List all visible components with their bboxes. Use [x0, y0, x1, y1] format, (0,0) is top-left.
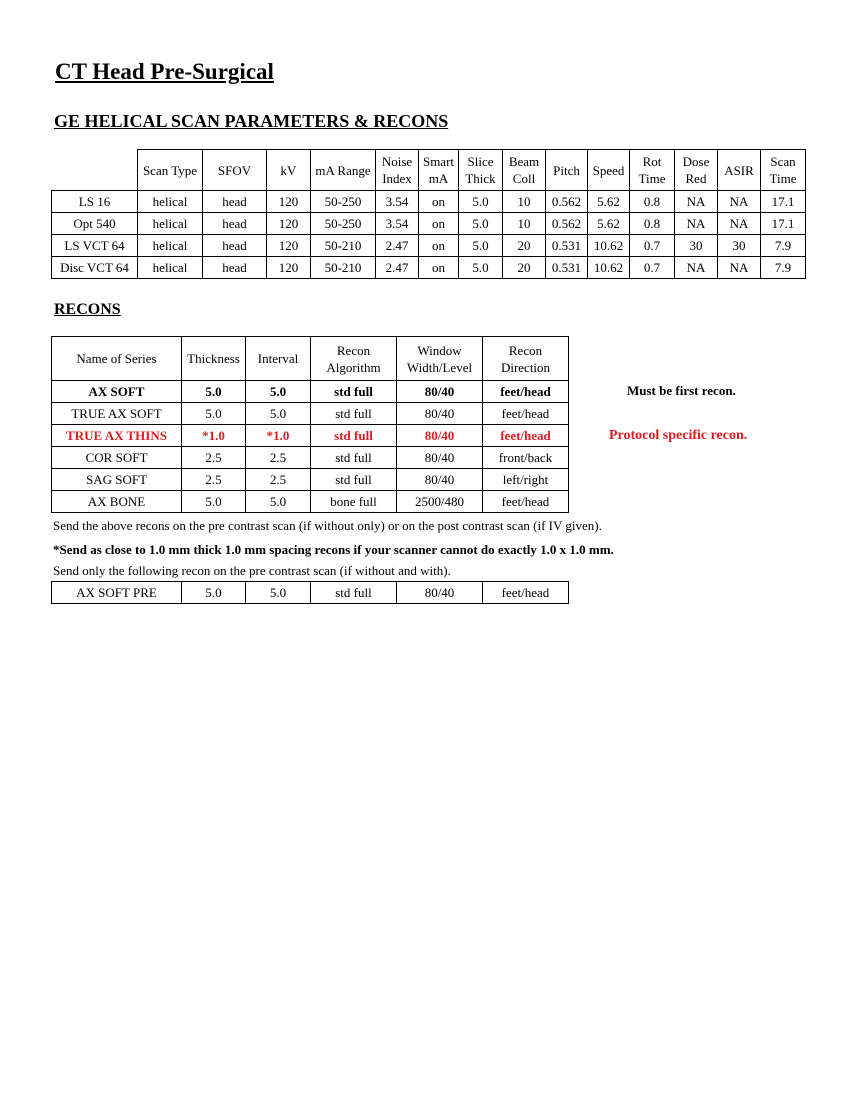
col-header-asir: ASIR — [718, 150, 761, 191]
col-header-smart-ma: Smart mA — [419, 150, 459, 191]
table-cell: on — [419, 257, 459, 279]
table-cell: feet/head — [483, 491, 569, 513]
table-cell: feet/head — [483, 582, 569, 604]
table-cell: SAG SOFT — [52, 469, 182, 491]
table-cell: 120 — [267, 235, 311, 257]
protocol-specific-note: Protocol specific recon. — [609, 428, 748, 443]
table-cell: COR SOFT — [52, 447, 182, 469]
col-header-kv: kV — [267, 150, 311, 191]
col-header-interval: Interval — [246, 337, 311, 381]
table-cell: std full — [311, 469, 397, 491]
table-row — [52, 213, 806, 235]
table-cell: 20 — [503, 235, 546, 257]
table-cell: on — [419, 213, 459, 235]
table-cell: 10.62 — [588, 235, 630, 257]
page-title: CT Head Pre-Surgical — [55, 59, 274, 84]
table-row — [52, 425, 569, 447]
send-only-note: Send only the following recon on the pre contrast scan (if without and with). — [53, 563, 451, 578]
col-header-scan-type: Scan Type — [138, 150, 203, 191]
scan-table-header-row — [52, 150, 806, 191]
table-cell: 5.0 — [459, 191, 503, 213]
table-cell: 120 — [267, 213, 311, 235]
table-cell: helical — [138, 191, 203, 213]
table-cell: bone full — [311, 491, 397, 513]
table-cell: 3.54 — [376, 213, 419, 235]
table-cell: 0.7 — [630, 257, 675, 279]
table-cell: Opt 540 — [52, 213, 138, 235]
table-cell: 2500/480 — [397, 491, 483, 513]
table-row — [52, 447, 569, 469]
table-cell: 80/40 — [397, 403, 483, 425]
table-cell: std full — [311, 425, 397, 447]
table-cell: feet/head — [483, 403, 569, 425]
col-header-ma-range: mA Range — [311, 150, 376, 191]
send-close-note: *Send as close to 1.0 mm thick 1.0 mm spacing recons if your scanner cannot do exactly 1.0 x 1.0 mm. — [53, 542, 614, 557]
table-cell: 2.47 — [376, 235, 419, 257]
table-cell: 0.7 — [630, 235, 675, 257]
table-cell: head — [203, 235, 267, 257]
table-row — [52, 491, 569, 513]
table-cell: 2.5 — [246, 447, 311, 469]
recon-table-header-row — [52, 337, 569, 381]
col-header-noise-index: Noise Index — [376, 150, 419, 191]
table-cell: std full — [311, 381, 397, 403]
table-cell: 50-210 — [311, 235, 376, 257]
table-cell: 20 — [503, 257, 546, 279]
table-row — [52, 235, 806, 257]
col-header-dose-red: Dose Red — [675, 150, 718, 191]
table-cell: feet/head — [483, 381, 569, 403]
table-cell: 5.62 — [588, 191, 630, 213]
table-cell: 50-250 — [311, 213, 376, 235]
table-cell: TRUE AX THINS — [52, 425, 182, 447]
table-cell: 0.531 — [546, 257, 588, 279]
col-header-recon-direction: Recon Direction — [483, 337, 569, 381]
table-cell: helical — [138, 235, 203, 257]
table-row — [52, 403, 569, 425]
col-header-sfov: SFOV — [203, 150, 267, 191]
table-cell: AX SOFT PRE — [52, 582, 182, 604]
table-cell: 5.0 — [182, 403, 246, 425]
table-cell: 5.0 — [182, 381, 246, 403]
table-row — [52, 257, 806, 279]
table-cell: 17.1 — [761, 213, 806, 235]
table-cell: head — [203, 213, 267, 235]
table-cell: 120 — [267, 191, 311, 213]
table-cell: NA — [718, 213, 761, 235]
table-row — [52, 469, 569, 491]
table-cell: 10.62 — [588, 257, 630, 279]
table-row — [52, 191, 806, 213]
table-cell: feet/head — [483, 425, 569, 447]
col-header-beam-coll: Beam Coll — [503, 150, 546, 191]
table-cell: 120 — [267, 257, 311, 279]
table-cell: 10 — [503, 213, 546, 235]
table-cell: 0.8 — [630, 213, 675, 235]
table-cell: 17.1 — [761, 191, 806, 213]
table-cell: helical — [138, 257, 203, 279]
table-cell: 30 — [675, 235, 718, 257]
table-cell: std full — [311, 582, 397, 604]
table-cell: head — [203, 191, 267, 213]
table-cell: 3.54 — [376, 191, 419, 213]
scan-section-title: GE HELICAL SCAN PARAMETERS & RECONS — [54, 111, 449, 131]
table-cell: 50-210 — [311, 257, 376, 279]
scan-parameters-table — [51, 149, 806, 279]
table-cell: NA — [675, 257, 718, 279]
table-cell: std full — [311, 447, 397, 469]
col-header-window-width-level: Window Width/Level — [397, 337, 483, 381]
table-cell: 2.5 — [246, 469, 311, 491]
first-recon-note: Must be first recon. — [627, 383, 736, 398]
table-cell: 0.531 — [546, 235, 588, 257]
col-header-name-of-series: Name of Series — [52, 337, 182, 381]
table-cell: 5.62 — [588, 213, 630, 235]
table-cell: 30 — [718, 235, 761, 257]
table-cell: LS 16 — [52, 191, 138, 213]
table-row — [52, 582, 569, 604]
table-cell: AX SOFT — [52, 381, 182, 403]
table-cell: LS VCT 64 — [52, 235, 138, 257]
table-cell: 80/40 — [397, 447, 483, 469]
send-above-note: Send the above recons on the pre contrast scan (if without only) or on the post contrast scan (if IV given). — [53, 518, 602, 533]
pre-contrast-recon-table — [51, 581, 569, 604]
table-cell: head — [203, 257, 267, 279]
table-cell: *1.0 — [182, 425, 246, 447]
table-cell: NA — [675, 213, 718, 235]
table-cell: 80/40 — [397, 425, 483, 447]
table-cell: std full — [311, 403, 397, 425]
scan-table-body — [52, 191, 806, 279]
table-cell: 7.9 — [761, 235, 806, 257]
col-header-scan-time: Scan Time — [761, 150, 806, 191]
col-header-pitch: Pitch — [546, 150, 588, 191]
table-cell: NA — [718, 257, 761, 279]
table-cell: 5.0 — [459, 257, 503, 279]
table-cell: NA — [675, 191, 718, 213]
table-cell: 5.0 — [182, 491, 246, 513]
recon-table-body — [52, 381, 569, 513]
col-header-speed: Speed — [588, 150, 630, 191]
recons-table — [51, 336, 569, 513]
table-cell: 80/40 — [397, 469, 483, 491]
table-cell: Disc VCT 64 — [52, 257, 138, 279]
table-cell: 2.47 — [376, 257, 419, 279]
table-cell: AX BONE — [52, 491, 182, 513]
table-cell: left/right — [483, 469, 569, 491]
col-header-thickness: Thickness — [182, 337, 246, 381]
table-cell: 0.8 — [630, 191, 675, 213]
table-cell: on — [419, 191, 459, 213]
table-cell: 80/40 — [397, 381, 483, 403]
table-cell: TRUE AX SOFT — [52, 403, 182, 425]
table-cell: 50-250 — [311, 191, 376, 213]
table-cell: 2.5 — [182, 447, 246, 469]
table-cell: 0.562 — [546, 213, 588, 235]
table-cell: 7.9 — [761, 257, 806, 279]
table-cell: 5.0 — [246, 491, 311, 513]
table-cell: 0.562 — [546, 191, 588, 213]
table-row — [52, 381, 569, 403]
table-cell: 5.0 — [459, 213, 503, 235]
table-cell: 2.5 — [182, 469, 246, 491]
table-cell: 5.0 — [246, 403, 311, 425]
col-header-recon-algorithm: Recon Algorithm — [311, 337, 397, 381]
table-cell: on — [419, 235, 459, 257]
table-cell: 80/40 — [397, 582, 483, 604]
blank-corner-cell — [52, 150, 138, 191]
table-cell: NA — [718, 191, 761, 213]
table-cell: 5.0 — [459, 235, 503, 257]
col-header-rot-time: Rot Time — [630, 150, 675, 191]
recons-title: RECONS — [54, 301, 121, 318]
table-cell: 5.0 — [246, 381, 311, 403]
table-cell: 10 — [503, 191, 546, 213]
table-cell: front/back — [483, 447, 569, 469]
table-cell: helical — [138, 213, 203, 235]
table-cell: 5.0 — [182, 582, 246, 604]
table-cell: 5.0 — [246, 582, 311, 604]
table-cell: *1.0 — [246, 425, 311, 447]
col-header-slice-thick: Slice Thick — [459, 150, 503, 191]
